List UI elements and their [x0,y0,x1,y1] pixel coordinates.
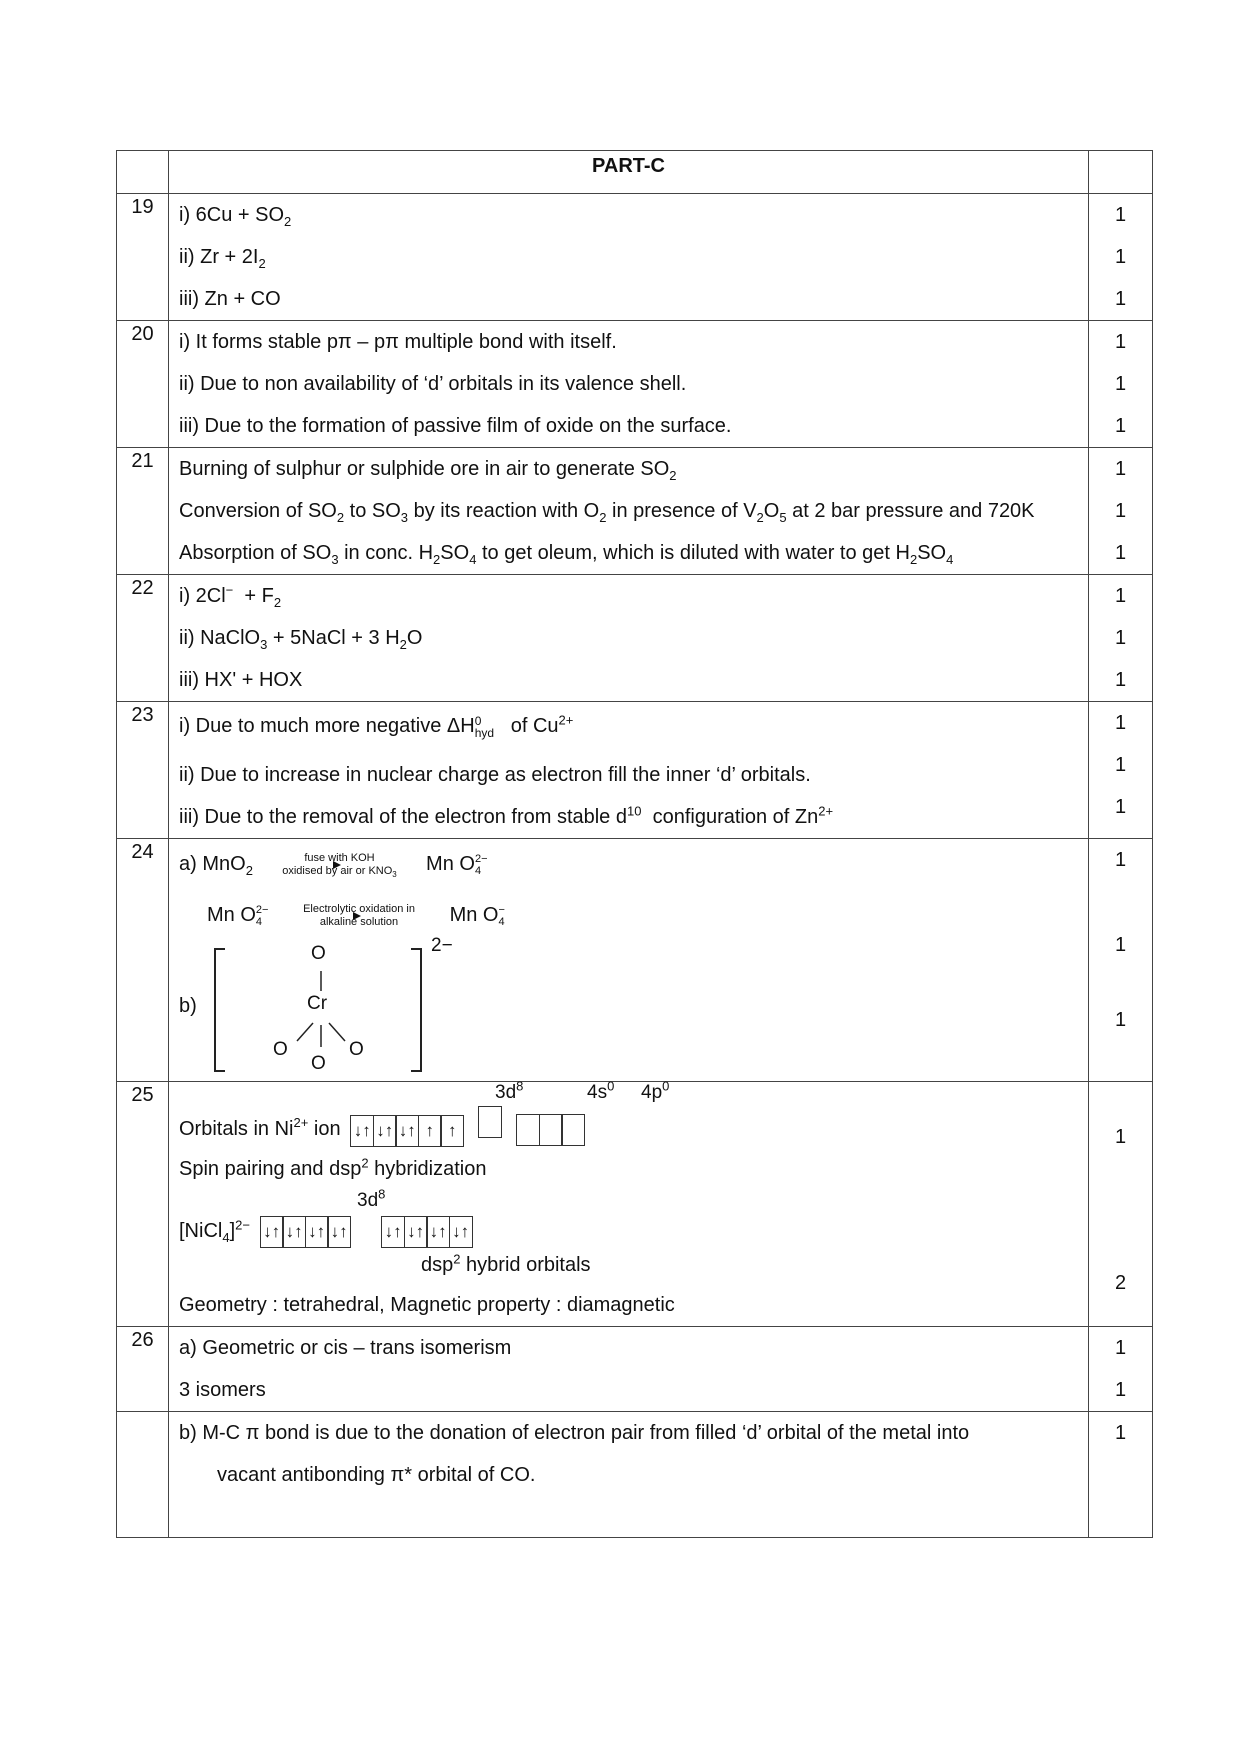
4s-orbital-box [480,1106,503,1153]
question-26-row [117,1327,1153,1412]
answer-line: iii) HX' + HOX [179,669,303,691]
question-23-row [117,702,1153,839]
4p-orbital-boxes [518,1114,586,1146]
answer-line: i) $6Cu + SO_2$ [179,204,292,229]
answer-line: vacant antibonding π* orbital of CO. [217,1464,536,1486]
question-24-row [117,839,1153,1082]
question-number: 20 [117,321,169,448]
answer-line: ii) NaClO$_3$ + 5NaCl + 3 $H_2O$ [179,627,423,652]
answer-line: ii) $Zr + 2I_2$ [179,246,266,271]
equation-a2: Mn O 2− 4 Electrolytic oxidation in alkaline solution Mn O − 4 [207,902,505,928]
answer-line: Conversion of $SO_2$ to $SO_3$ by its reaction with $O_2$ in presence of $V_2O_5$ at 2 bar pressure and 720K [179,500,1035,525]
answer-line: Burning of sulphur or sulphide ore in air to generate $SO_2$ [179,458,677,483]
complex-3d-boxes: ↓↑ ↓↑ ↓↑ ↓↑ [261,1216,351,1248]
question-22-row [117,575,1153,702]
answer-line: i) $2Cl^- + F_2$ [179,582,282,610]
question-20-row [117,321,1153,448]
question-number: 22 [117,575,169,702]
question-number: 24 [117,839,169,1082]
marks-cell: 1 1 1 [1089,575,1153,702]
header-row [117,151,1153,194]
marks-cell: 1 2 [1089,1082,1153,1327]
answer-line: i) It forms stable pπ – pπ multiple bond with itself. [179,331,617,353]
answer-line: ii) Due to increase in nuclear charge as electron fill the inner ‘d’ orbitals. [179,764,811,786]
question-number: 23 [117,702,169,839]
equation-a: a) MnO$_2$ fuse with KOH oxidised by air or $KNO_3$ Mn O 2− 4 [179,851,488,879]
ni-orbitals: Orbitals in $Ni^{2+}$ ion ↓↑ ↓↑ ↓↑ ↑ ↑ [169,1106,1088,1148]
question-21-row [117,448,1153,575]
answer-line: Spin pairing and dsp$^2$ hybridization [179,1155,487,1180]
answer-line: a) Geometric or cis – trans isomerism [179,1337,512,1359]
3d-orbital-boxes: ↓↑ ↓↑ ↓↑ ↑ ↑ [352,1109,465,1151]
answer-line: ii) Due to non availability of ‘d’ orbitals in its valence shell. [179,373,687,395]
question-number: 25 [117,1082,169,1327]
question-25-row [117,1082,1153,1327]
question-19-row [117,194,1153,321]
answer-line: iii) Due to the removal of the electron from stable $d^{10}$ configuration of $Zn^{2+}$ [179,803,834,828]
question-number: 26 [117,1327,169,1412]
reaction-arrow: fuse with KOH oxidised by air or $KNO_3$ [282,851,397,879]
marks-cell: 1 1 1 [1089,321,1153,448]
answer-line: iii) Due to the formation of passive film of oxide on the surface. [179,415,732,437]
marks-cell: 1 1 1 [1089,839,1153,1082]
question-26b-row [117,1412,1153,1538]
part-title: PART-C [169,151,1089,194]
marks-cell: 1 1 1 [1089,194,1153,321]
marks-cell: 1 1 [1089,1327,1153,1412]
question-number: 19 [117,194,169,321]
answer-line: iii) Zn + CO [179,288,281,310]
complex-orbitals: [NiCl$_4$]$^{2-}$ ↓↑ ↓↑ ↓↑ ↓↑ ↓↑ ↓↑ ↓↑ ↓↑ [169,1212,1088,1250]
answer-line: 3 isomers [179,1379,266,1401]
hybrid-label: dsp$^2$ hybrid orbitals [421,1251,591,1276]
question-number: 21 [117,448,169,575]
marks-cell: 1 1 1 [1089,448,1153,575]
3d-label: $3d^8$ [357,1186,386,1211]
chromate-diagram [209,941,449,1081]
marks-cell: 1 [1089,1412,1153,1538]
chromate-structure: b) O Cr O O O 2− [169,941,1088,1081]
answer-line: Geometry : tetrahedral, Magnetic property : diamagnetic [179,1294,675,1316]
answer-table [116,150,1153,1538]
answer-line: b) M-C π bond is due to the donation of electron pair from filled ‘d’ orbital of the metal into [179,1422,970,1444]
answer-line: i) Due to much more negative ΔH 0 hyd of $Cu^{2+}$ [179,712,574,740]
hybrid-orbital-boxes: ↓↑ ↓↑ ↓↑ ↓↑ [383,1216,473,1248]
marks-cell: 1 1 1 [1089,702,1153,839]
reaction-arrow: Electrolytic oxidation in alkaline solution [303,902,415,928]
answer-line: Absorption of $SO_3$ in conc. $H_2SO_4$ to get oleum, which is diluted with water to get $H_2SO_4$ [179,542,954,567]
orbital-labels: $3d^8$ $4s^0$ $4p^0$ [495,1078,670,1103]
